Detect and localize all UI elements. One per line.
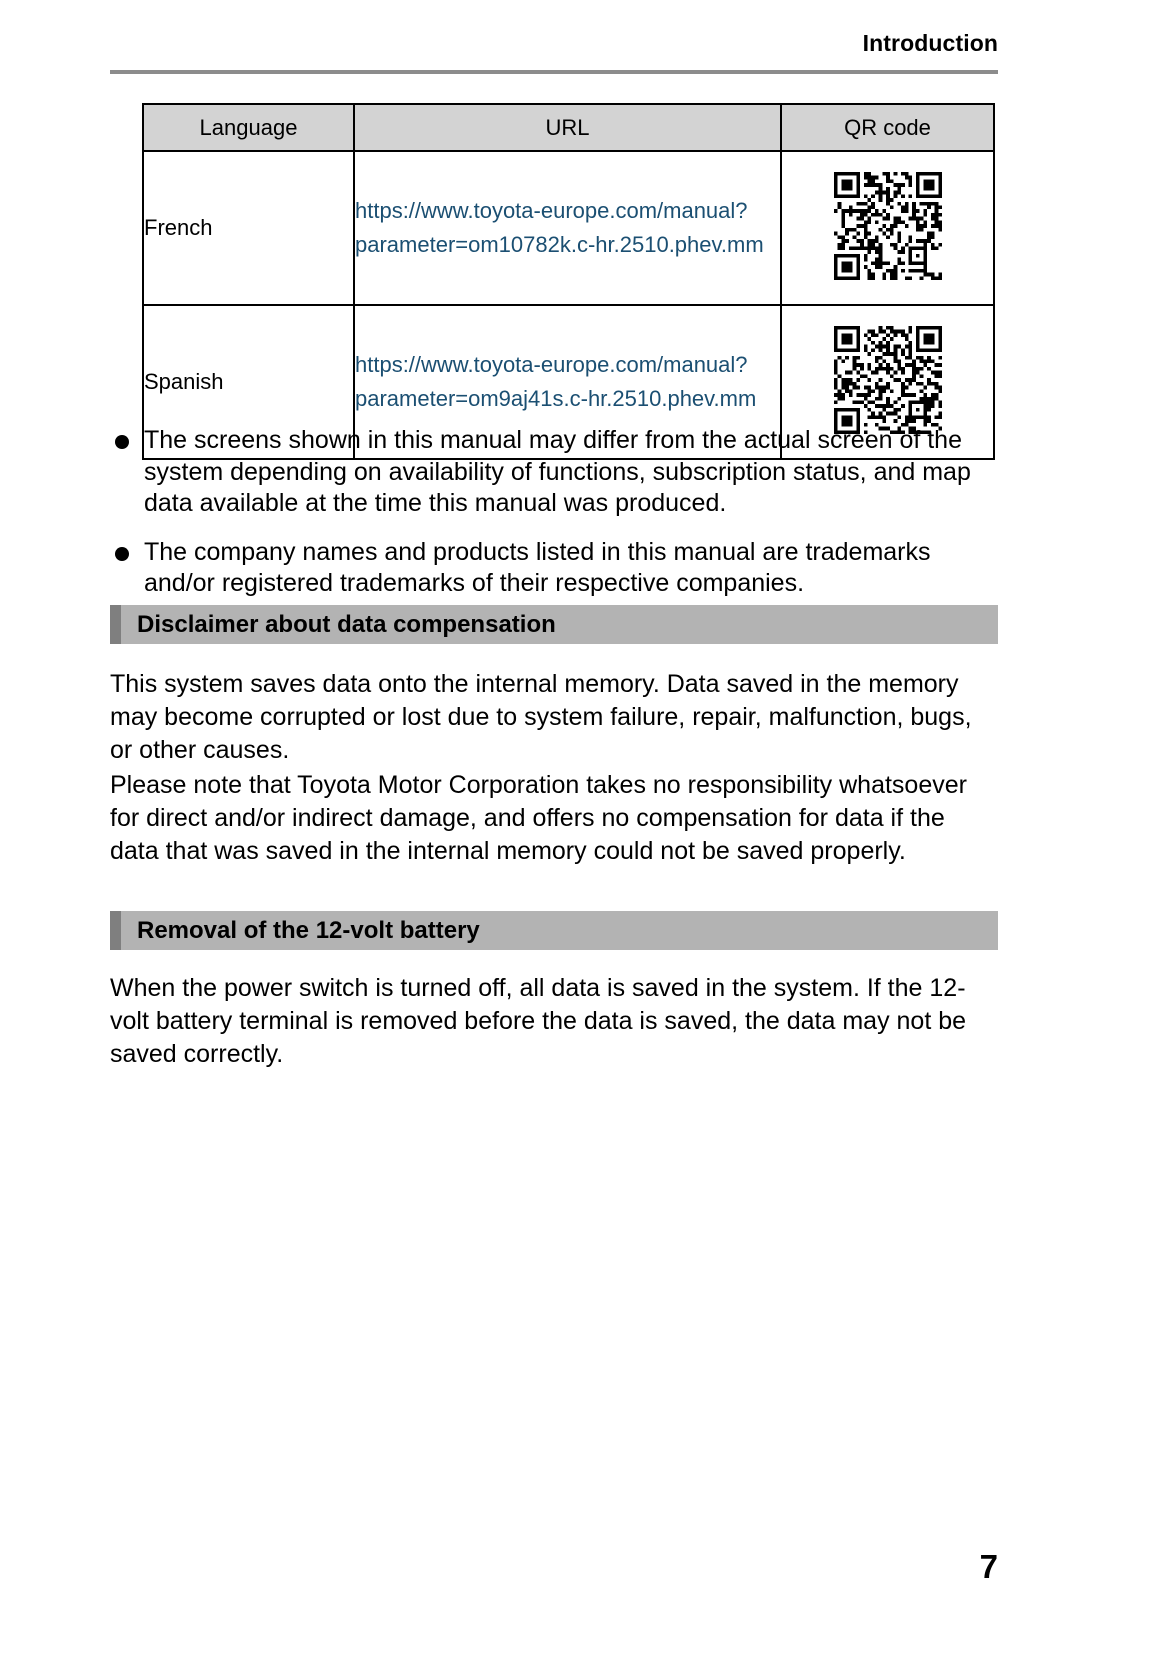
list-item-text: The company names and products listed in this manual are trademarks and/or registered trademarks of their respective companies.: [144, 537, 931, 597]
section-title: Removal of the 12-volt battery: [137, 916, 480, 944]
running-head: Introduction: [862, 30, 998, 56]
page-number: 7: [979, 1548, 998, 1585]
manual-url-table: [142, 103, 995, 460]
table-row: [143, 151, 994, 305]
section-header-disclaimer: [110, 605, 998, 644]
column-header-url: URL: [354, 104, 781, 151]
cell-url-french[interactable]: https://www.toyota-europe.com/manual?parameter=om10782k.c-hr.2510.phev.mm: [354, 151, 781, 305]
list-item: [112, 425, 998, 520]
cell-qr-french: [781, 151, 994, 305]
bullet-dot-icon: [115, 547, 129, 561]
section-header-battery-removal: [110, 911, 998, 950]
cell-language-spanish: Spanish: [143, 305, 354, 459]
paragraph-disclaimer-1: This system saves data onto the internal memory. Data saved in the memory may become corrupted or lost due to system failure, repair, malfunction, bugs, or other causes.: [110, 670, 972, 764]
qr-code-icon-french: [834, 172, 942, 280]
list-item-text: The screens shown in this manual may differ from the actual screen of the system depending on availability of functions, subscription status, and map data available at the time this manual was produced.: [144, 426, 971, 517]
column-header-language: Language: [143, 104, 354, 151]
list-item: [112, 537, 998, 600]
cell-language-french: French: [143, 151, 354, 305]
qr-code-icon-spanish: [834, 326, 942, 434]
header-rule: [110, 70, 998, 74]
section-title: Disclaimer about data compensation: [137, 610, 556, 638]
paragraph-disclaimer-2: Please note that Toyota Motor Corporation takes no responsibility whatsoever for direct and/or indirect damage, and offers no compensation for data if the data that was saved in the internal memory could not be saved properly.: [110, 771, 967, 865]
paragraph-battery-removal-1: When the power switch is turned off, all data is saved in the system. If the 12-volt battery terminal is removed before the data is saved, the data may not be saved correctly.: [110, 974, 967, 1068]
cell-url-spanish[interactable]: https://www.toyota-europe.com/manual?parameter=om9aj41s.c-hr.2510.phev.mm: [354, 305, 781, 459]
notes-bullet-list: [112, 425, 998, 600]
column-header-qr-code: QR code: [781, 104, 994, 151]
table-header-row: [143, 104, 994, 151]
bullet-dot-icon: [115, 435, 129, 449]
